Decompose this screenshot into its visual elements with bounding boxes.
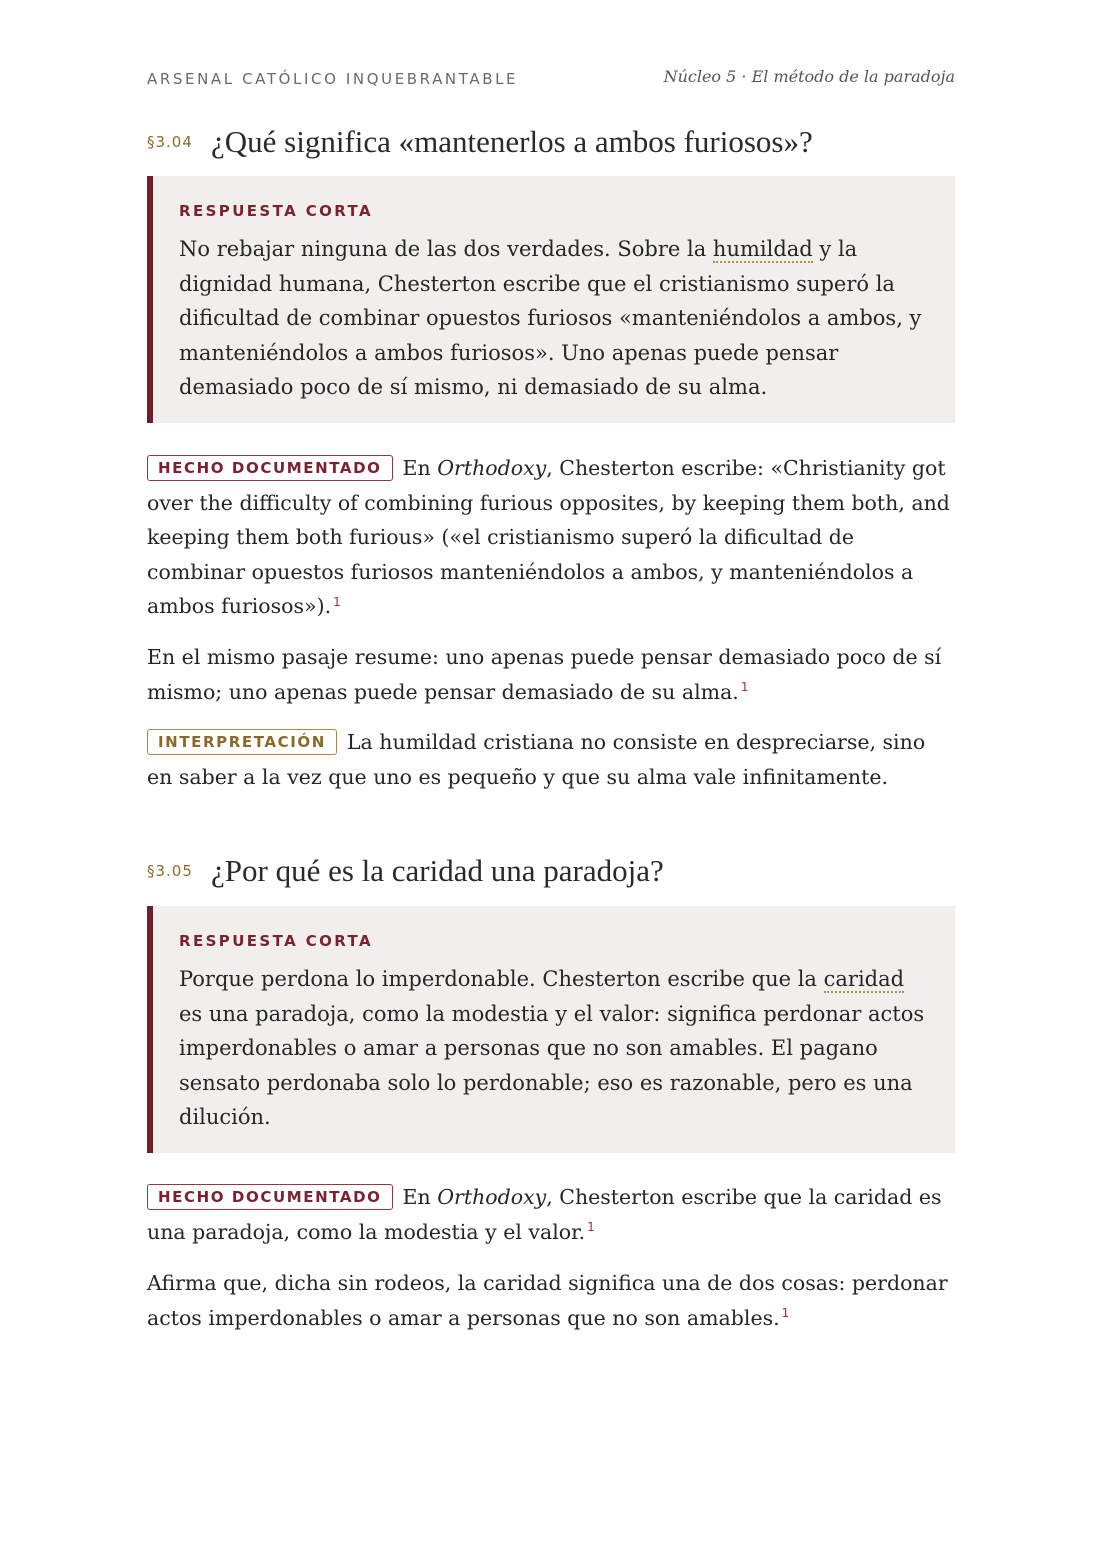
interpretation-paragraph (147, 725, 955, 794)
short-answer-text (179, 232, 925, 405)
paragraph-text: Afirma que, dicha sin rodeos, la caridad significa una de dos cosas: perdonar actos imperdonables o amar a personas que no son amables. (147, 1271, 948, 1330)
short-answer-label: RESPUESTA CORTA (179, 202, 374, 220)
interpretation-tag: INTERPRETACIÓN (147, 729, 337, 755)
section-number: §3.04 (147, 133, 193, 151)
body-paragraph (147, 640, 955, 709)
footnote-ref[interactable]: 1 (333, 594, 341, 609)
answer-text-start: No rebajar ninguna de las dos verdades. Sobre la (179, 237, 713, 261)
answer-text-end: es una paradoja, como la modestia y el valor: significa perdonar actos imperdonables o amar a personas que no son amables. El pagano sensato perdonaba solo lo perdonable; eso es razonable, pero es una dilución. (179, 1001, 925, 1130)
section-title: ¿Por qué es la caridad una paradoja? (211, 853, 664, 888)
section-title: ¿Qué significa «mantenerlos a ambos furiosos»? (211, 124, 813, 159)
footnote-ref[interactable]: 1 (781, 1305, 790, 1320)
answer-text-end: y la dignidad humana, Chesterton escribe que el cristianismo superó la dificultad de combinar opuestos furiosos «manteniéndolos a ambos, y manteniéndolos a ambos furiosos». Uno apenas puede pensar demasiado poco de sí mismo, ni demasiado de su alma. (179, 237, 922, 400)
fact-text-start: En (402, 456, 438, 480)
fact-text-end: , Chesterton escribe que la caridad es una paradoja, como la modestia y el valor. (147, 1185, 942, 1244)
documented-fact-paragraph (147, 451, 955, 624)
short-answer-text (179, 962, 925, 1135)
interpretation-text: La humildad cristiana no consiste en despreciarse, sino en saber a la vez que uno es pequeño y que su alma vale infinitamente. (147, 730, 926, 789)
book-title: ARSENAL CATÓLICO INQUEBRANTABLE (147, 70, 519, 88)
chapter-title: Núcleo 5 · El método de la paradoja (663, 67, 955, 86)
documented-fact-paragraph (147, 1180, 955, 1249)
short-answer-label: RESPUESTA CORTA (179, 932, 374, 950)
glossary-term[interactable]: humildad (712, 237, 813, 261)
fact-text-start: En (402, 1185, 438, 1209)
paragraph-text: En el mismo pasaje resume: uno apenas puede pensar demasiado poco de sí mismo; uno apenas puede pensar demasiado de su alma. (147, 645, 942, 704)
body-paragraph (147, 1266, 955, 1335)
book-title-orthodoxy: Orthodoxy (437, 1185, 547, 1209)
documented-fact-tag: HECHO DOCUMENTADO (147, 455, 393, 481)
footnote-ref[interactable]: 1 (587, 1219, 595, 1234)
section-heading (147, 124, 955, 160)
running-head (147, 66, 955, 90)
footnote-ref[interactable]: 1 (740, 679, 749, 694)
short-answer-box (147, 906, 955, 1153)
fact-text-end: , Chesterton escribe: «Christianity got over the difficulty of combining furious opposites, by keeping them both, and keeping them both furious» («el cristianismo superó la dificultad de combinar opuestos furiosos manteniéndolos a ambos, y manteniéndolos a ambos furiosos»). (147, 456, 950, 619)
book-title-orthodoxy: Orthodoxy (437, 456, 547, 480)
documented-fact-tag: HECHO DOCUMENTADO (147, 1184, 393, 1210)
section-heading (147, 853, 955, 889)
answer-text-start: Porque perdona lo imperdonable. Chesterton escribe que la (179, 967, 824, 991)
section-number: §3.05 (147, 862, 193, 880)
glossary-term[interactable]: caridad (823, 967, 905, 991)
short-answer-box (147, 176, 955, 423)
